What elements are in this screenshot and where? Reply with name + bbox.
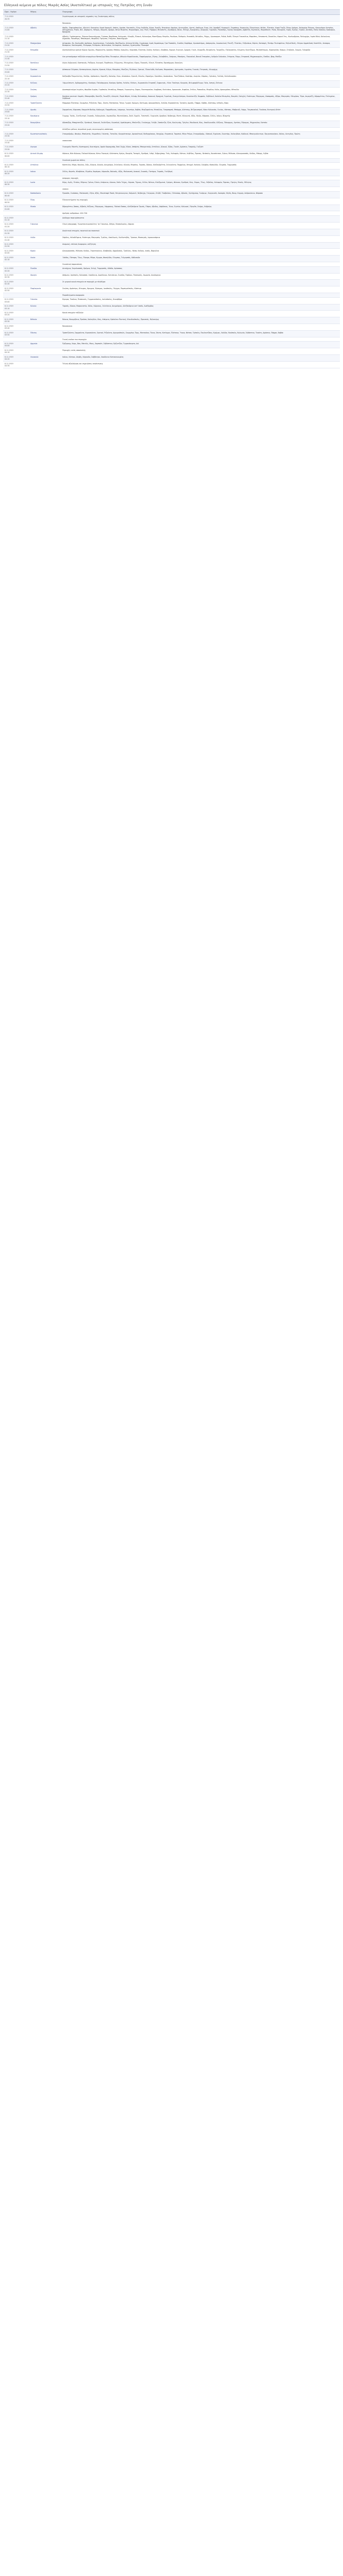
table-row [3,139,340,145]
table-row [3,256,340,262]
table-row [3,26,340,35]
table-row [3,107,340,114]
cell-description: Μαρμάρα Πλατάνα, Σουρμένα, Ριζούντα, Όφις, Σάντα, Ματσούκα, Τόνια, Γιμερά, Κρώμνη, Κοτύωρα, Αργυρούπολη, Χαλδία, Κερασούντα, Τριπολή, Αμισός, Πάφρα, Καβάκ, Αλάτσαμ, Ινέπολη, Κάρς [61,101,340,108]
cell-description: Αδαπαζάρ, Μπαχτσετζίκ, Ορτάκιοϊ, Κοκκινό, Γκιόλτζουκ, Κιουπλού, Αρσλάνμπεη, Μπιλετζίκ, Γιενίσεχιρ, Γκέιβε, Σαπάντζα, Ιζνίκ, Κουλεγιάμ, Τρίγλια, Μουδανιά, Κίος, Απολλωνιάδα, Κύζικος, Πάνορμος, Αρτάκη, Πέραμος, Μηχανιώνα, Κατσίκι [61,121,340,127]
cell-description: Κύμη, Αιγές, Πιτάνη, Μύρινα, Γρύνιο, Ελαία, Ατάρνεια, Δίκαιοι, Νεόν Τείχος, Λάρισα, Τήμνος, Κίλλα, Νότιον, Κλαζομεναί, Σμύρνη, Φώκαια, Ερυθραί, Χίος, Σάμος, Τέως, Λέβεδος, Κολοφών, Έφεσος, Πριήνη, Μυούς, Μίλητος [61,180,340,187]
cell-time: 8.11.1919 03.30 [3,317,29,324]
cell-place: Βιθυνία [29,317,61,324]
cell-time: 8.11.1919 04.30 [3,362,29,368]
table-row [3,235,340,242]
cell-time: 8.11.1919 01.00 [3,205,29,211]
table-row [3,132,340,139]
cell-description: Συνολικά χωριά και πόλεις [61,158,340,163]
cell-time: 8.11.1919 02.50 [3,286,29,293]
cell-description: Σύλλη, Φερτέκ, Φλαβιάνα, Ελμάλα, Καράμαν, Λάρανδα, Βαλισός, Αξός, Μαλακοπή, Ανακού, Σινασός, Ποτάμια, Ταρσός, Γκελβερή [61,170,340,176]
table-row [3,304,340,311]
table-row [3,41,340,48]
cell-description: Γκιουμούς Μαντέν, Κασταμονή, Κιουτάχεια, Αφιόν Καραχισάρ, Εσκί Σεχίρ, Κόνια, Ισπάρτα, Μπουρντούρ, Αττάλεια, Αλαγιά, Σίβας, Τοκάτ, Αμάσεια, Τσορούμ, Γιοζγάτ [61,145,340,151]
cell-description: Τελική αξιολόγηση και σημειώσεις συνάντησης [61,362,340,368]
cell-time: 7.11.1919 21.00 [3,26,29,35]
cell-place: Προύσα [29,67,61,74]
column-header-time: Ώρα - Ημέρα [3,10,29,14]
table-row [3,348,340,355]
cell-description: Απάμεια, Ιεράπολη, Κολοσσαί, Λαοδίκεια, Δορύλαιον, Κοτυάειον, Συνάδα, Γόρδιον, Πεσσινούς, Ακμονία, Αυκόκρηνα [61,273,340,280]
table-row [3,191,340,198]
cell-time [3,21,29,26]
table-row [3,67,340,74]
table-row [3,222,340,229]
table-row [3,151,340,158]
cell-time [3,293,29,298]
cell-time: 8.11.1919 00.00 [3,151,29,158]
cell-description: Πλεονεκτήματα της περιοχής [61,198,340,205]
cell-place [29,362,61,368]
table-row [3,14,340,21]
cell-description: Διάδοχοι παρευρίσκονται [61,216,340,223]
cell-time: 8.11.1919 00.20 [3,170,29,176]
table-row [3,145,340,151]
table-row [3,311,340,317]
cell-place: Φρυγία [29,273,61,280]
cell-place [29,158,61,163]
cell-place: Πόντος [29,331,61,337]
table-row [3,180,340,187]
cell-time: 8.11.1919 01.20 [3,222,29,229]
cell-place [29,127,61,132]
cell-description: Ξάμωνλπενετ, Αρδαμαχιάτης, Κανάρια, Παλιόσμυρνα, Κοκάρα, Κρύπα, Λελάλα, Θλάνες, Χωροσκάλα Στορπαζ, Σηφοιεγάς, Λίλευ Τσούτρα, Κουρνάς, Βελωφαρδέλυμα, Γάλα, Αστρή, Ζλένικα [61,81,340,88]
cell-place: Καισάρεια [29,114,61,121]
cell-description: Αναμονή, επίλυση διαφορών, συζήτηση [61,242,340,249]
cell-description: Αϊβαλή, Γερόστρατος, Πάρικα Κοκκινόχωρα, Γλώσσα, Βαρδάσια, Καλυμνάς, Κλουβή, Πλακιά, Κολονώρα, Μαντζάρης Μεγάλο, Ρουλάνα, Πυθαρία, Θιεσσάδι, Βελιάδες, Ράχης, Χρυσοκρατ, Ροδιά, Βαθύ, Πλαγιά Τσουκάλια, Μαριόπες, Ντασαντά, Ζακούλια, Καρυά Στις, Κουλουβρίνα, Παλιοχώρι, Λιμάν Βόιά, Κολοιώνια, Αγρούσα, Παναθυρή, Μπασαρούι, Φαραδιά, Πρίγκιπο, Στάχταα, Βασιλόχωρα [61,35,340,41]
cell-time: 8.11.1919 02.30 [3,273,29,280]
cell-place: Νατάλεια [29,61,61,67]
cell-time: 8.11.1919 04.00 [3,342,29,348]
cell-time: 7.11.1919 21.30 [3,48,29,55]
cell-place: Πισιδία [29,266,61,273]
cell-time: 8.11.1919 00.10 [3,163,29,170]
cell-time: 8.11.1919 01.30 [3,229,29,235]
cell-place [29,229,61,235]
cell-place: Σινώπη [29,88,61,94]
cell-place [29,187,61,192]
cell-place [29,242,61,249]
cell-description: Κάστελλο, Μύρα, Φοινίκη, Σίδη, Αλάγια, Αλανία, Ανεμούριο, Σελεύκεια, Κιλικία, Μερσίνη, Ταρσός, Άδανα, Αλεξανδρέττα, Σελινούντα, Πάμφυλος, Ντεμρέ, Καλκάν, Σούρβια, Φασηλίδα, Ολυμπία, Τερμησσός [61,163,340,170]
cell-description: Σινώπη, Αμάστρις, Κίτωρος, Κρωμνα, Σήσαμος, Ιωνόπολις, Γάγγρα, Πομπηιούπολις, Κάστωρ [61,286,340,293]
table-row [3,88,340,94]
cell-place: Λυδία [29,235,61,242]
cell-time: 8.11.1919 01.50 [3,242,29,249]
cell-description: Ναιαιαιαιι [61,21,340,26]
table-row [3,54,340,61]
table-row [3,61,340,67]
cell-description: Σε μερικά κοινά στοιχεία σε περιοχές με πληθώρα [61,280,340,286]
cell-time: 7.11.1919 22.50 [3,101,29,108]
cell-description: ναιαιαι [61,187,340,192]
cell-place: Αρμενία [29,342,61,348]
cell-time: 8.11.1919 00.30 [3,180,29,187]
cell-description: Αγίου Ανδριανού, Καστανιάς, Ραζάρια, Λυγερού, Παρθενίου, Ελύμωτος, Μενημένου, Κίρκη, Πανανές, Κλεισί, Πλεσάτα, Βρυσόχωρα, Κοκκώνη [61,61,340,67]
cell-description: Ολική απογραφή, 'Κωνσταντινουπολίτες' σε Γιάννενα, Αθήνα, Θεσσαλονίκη, Λάρισα [61,222,340,229]
cell-time [3,211,29,216]
table-row [3,317,340,324]
table-body [3,14,340,368]
cell-place [29,35,61,41]
table-row [3,229,340,235]
cell-place: Μυσία [29,205,61,211]
table-header [3,10,340,14]
cell-description: Δελφινάκι, Βυ, Κουλουβά, Δρέπανο, Αγρελαιώνας, Γιαλούρδα, Βουζόμυλο, Αλώνια Κελίδα, Λημάναρα, Ιερός Κομπάσιμα, Γρα Πασσάλη, Σινάδες Καρδάμα, Χρυσοστόμος, Ασπραγώνι, Ανωπουλικό, Ραντζί, Πλατάνι, Ολβινάκια, Κόρτα, Κατσαρή, Ποτάμι Πενταφύτου, Μηλιά Βολή, Λέτρου Αρμπεδισά, Καστέλλι, Αεσαρια, Βεσαρίων, Κουλουμπάς, Ελιάμαρο, Ευλάμπιο, Φιλοτηπίνα, Χειλαρίνια, Ακούνια, Σχιστηνίδα, Πλακαρά [61,41,340,48]
table-row [3,242,340,249]
cell-description: ένα μετακόμισμα ταξιδιών κεκριμένων Ναταιζωρ Νέας Πειναρίων, Αθηνών Κεφαλλονιάς, Παφαλμαρίων, Ζήσης, Σκλαβάδες, Σκάμνος, Μακάρες, Παγκαλού, Βουνό Σταυράκη, Ανδρών Σολονίου, Στάμνια, Πάμω, Στεφαναϊ, Μηχανουργίες, Εισίδια, Ιβορ, Μούζιο [61,54,340,61]
table-row [3,297,340,304]
cell-place [29,348,61,355]
cell-time: 7.11.1919 22.30 [3,88,29,94]
page-heading: Ελληνικά κείμενα με πόλεις Μικράς Ασίας (Ανατολίτικα) με ιστορικές της Πατρίδος στη Συνάν [3,3,340,10]
cell-description: Έρζερουμ, Καρς, Βαν, Μπιτλίς, Μους, Χαρπούτ, Σεβάστεια, Ερζιντζάν, Τιγρανόκερτα, Ανί [61,342,340,348]
table-row [3,331,340,337]
table-row [3,324,340,331]
table-row [3,266,340,273]
cell-place [29,293,61,298]
cell-time [3,176,29,180]
cell-place: Δυτικό Αλιμάμ [29,151,61,158]
cell-description: Προκόπι, Σινάσσος, Μαλακοπή, Ζήλα, Αξός, Μουσταφά Πασά, Ντερίνκουγιου, Καϊμακλί, Νεβσεχίρ, Γκέμεροκ, Ζελβέ, Τσαβούσιν, Ούτσισαρ, Αβανός, Ορτάχισαρ, Γκιόρεμε, Ουργκιούπ, Ακσαράι, Νίγδη, Βουρ, Κερμίρ, Ανδρονίκειο, Φάρασα [61,191,340,198]
cell-description: Καζανόβα Ρουμελιώτης, Καλέρι, Αρδακάιεν, Καριάζη, Καλούρι, Άτρι, Αλοπιάκια, Ερεκίδ, Οϊκαλα, Ζαρούχια, Ερεσέπια, Ακσανάκου, Τανεζιδάκια, Καστάρι, Διαγώνι, Κάμπος, Ορλιάνη, Γαλλάη, Καλιπλουράνι [61,74,340,81]
cell-place [29,176,61,180]
cell-time: 8.11.1919 03.20 [3,311,29,317]
table-row [3,337,340,342]
cell-description: Αριθμός ανθρώπων: 420.700 [61,211,340,216]
cell-time: 8.11.1919 03.40 [3,324,29,331]
table-row [3,249,340,256]
cell-description: Συγκέντρωση σε ιστορικές σημασίες της Συνάντησης πόλεις [61,14,340,21]
table-row [3,280,340,286]
column-header-description: Περιγραφή [61,10,340,14]
cell-description: Περιοχές εντός αποστολής [61,348,340,355]
cell-description: Διάφορες περιοχές [61,176,340,180]
table-row [3,198,340,205]
cell-description: Ταρσός, Άδανα, Μοψουεστία, Σόλοι, Κώρυκος, Σελεύκεια, Ανεμούριον, Αλεξάνδρεια κατ' Ισσόν, Ανάζαρβος [61,304,340,311]
cell-description: Ανατολικόλγια ορεινά Κώρια: Άμυλος, Μορουγέτα, Αρασιά, Μπόσιο, Κρεμύλις, Καρυάσα, Ελιάτσα, Σκάλα, Κολόνιε, Αλαβάκη, Κορωπ, Ευγενού, Σμαρού, Γυαλί, Αλορνίζα, Βενρόλιτα, Τουραζίνι, Παλαιοσιέκη, Κλίματα, Κιοντζήμια, Μυλοπόταμος, Καραγούσα, Νιάμια, Σταδιάλι, Σουμία, Γαλαρίδα [61,48,340,55]
cell-place: Καρία [29,249,61,256]
cell-time: 8.11.1919 00.40 [3,191,29,198]
cell-place: Αϊβαλή [29,26,61,35]
cell-description: Αντιόχεια, Σαγαλασσός, Κρέμνα, Σελγή, Τερμησσός, Αδάδα, Αρίασσος [61,266,340,273]
table-row [3,163,340,170]
table-row [3,170,340,176]
cell-place: Κερασούντα [29,74,61,81]
cell-place [29,139,61,145]
table-row [3,94,340,101]
cell-description: Κοινά στοιχεία ταξιδιών [61,311,340,317]
cell-place: Καππαδοκία [29,191,61,198]
cell-time: 7.11.1919 23.50 [3,145,29,151]
cell-time: 8.11.1919 02.20 [3,266,29,273]
table-row [3,211,340,216]
cell-place: Λυκία [29,256,61,262]
table-row [3,21,340,26]
cell-place [29,311,61,317]
cell-place: Παφλαγονία [29,286,61,293]
cell-place: Κιλικία [29,304,61,311]
cell-place: Κυζικος [29,81,61,88]
table-row [3,158,340,163]
cell-description: Σταυροδρόμι, Φανάρι, Μπαλατάς, Ψωμαθειά, Γαλατάς, Ταταύλα, Κουρούτσεσμε, Αρναούτκιοϊ, Βαθυρρύακας, Νεοχώρι, Θεραπειά, Ταραπιά, Μέγα Ρεύμα, Σταυροδρόμι, Χάσκιοϊ, Εγρίκαπι, Σκουτάρι, Χαλκηδόνα, Καδίκιοϊ, Μπουγιούκντερε, Πριγκιποννήσια, Χάλκη, Αντιγόνη, Πρώτη [61,132,340,139]
schedule-table [3,10,340,368]
cell-place: Τραπεζούντα [29,101,61,108]
cell-time: 7.11.1919 22.20 [3,81,29,88]
cell-description: Ναιαιαιαιαι [61,324,340,331]
table-row [3,81,340,88]
table-row [3,114,340,121]
cell-time [3,262,29,267]
cell-description: Γερμηρ, Ταλάς, Ζιντζιντερέ, Σινασός, Ενδουρλούκ, Ακμπουζάρ, Μουταλάσκη, Ζαλέ, Ερμέλι, Τσεστσέλ, Ουργιούπ, Αραβανί, Νεβσεχίρ, Μιστί, Φλογητά, Αξός, Νίγδη, Φάρασα, Σύλλη, Ικόνιο, Βλαχτέρ [61,114,340,121]
table-row [3,342,340,348]
cell-place [29,324,61,331]
cell-time: 8.11.1919 00.50 [3,198,29,205]
column-header-place: Μέρος [29,10,61,14]
cell-time: 7.11.1919 22.40 [3,94,29,101]
cell-description: Ξάνθος, Πάταρα, Τλως, Πίναρα, Μύρα, Λίμυρα, Φασηλίδα, Ολυμπος, Τελμησσός, Κάδυανδα [61,256,340,262]
cell-time: 8.11.1919 04.20 [3,355,29,362]
cell-place: Ιωνία [29,180,61,187]
table-row [3,187,340,192]
cell-place: Μοσχονήσια [29,41,61,48]
cell-place: Σμύρνη [29,94,61,101]
cell-time: 8.11.1919 02.00 [3,249,29,256]
cell-description: Άδραμύττιο, Άσσος, Αϊβαλή, Κύζικος, Πέργαμος, Λάμψακος, Παλαιά Άσσος, Αλεξάνδρεια Τρωάς, Πάριο, Αβυδος, Δάρδανος, Ίλιον, Σιγείον, Κολωναί, Γέργιθα, Σκήψις, Κεβρήνη [61,205,340,211]
cell-description: Αλικαρνασσός, Μύλασα, Κνίδος, Στρατονίκεια, Αλάβανδα, Αφροδισιάς, Τράλλεις, Νύσα, Καύνος, Ιασός, Βαργύλια [61,249,340,256]
cell-description: Άγκυρα, Ταούιον, Πεσσινούς, Γερμανικόπολις, Ιουλιόπολις, Κινναβόρα [61,297,340,304]
cell-place: Αττάλεια [29,163,61,170]
table-row [3,362,340,368]
cell-place [29,216,61,223]
cell-time: 8.11.1919 01.10 [3,216,29,223]
table-row [3,74,340,81]
cell-time: 8.11.1919 03.50 [3,331,29,337]
table-row [3,205,340,211]
cell-time: 8.11.1919 01.40 [3,235,29,242]
cell-time [3,127,29,132]
cell-time: 7.11.1919 22.00 [3,67,29,74]
table-row [3,127,340,132]
cell-description: Διασπορά σώμα λεγμένη, Φαρδόα Λωρίσι, Γερόπολα, Ντιπόλυμ, Μπαριά, Στρουγίτης Σάρου, Παντοκρούσε, Καρβασή, Βελελάκα, Αρκανικάε, Κεφάλια, Στέλια, Ρασικόλιο, Μερόλια, Κάλα, Αρκουμόσια, Μέταλλο [61,88,340,94]
cell-description: Φώκαια, Νέα Φώκαια, Παλαιά Φώκαια, Κάτω Παναγιά, Αλάτσατα, Κρήνη, Βουρλά, Τσεσμές, Ερυθραί, Λιθρί, Σεβρεχίσαρ, Τεός, Κολοφών, Νότιον, Λεβέδος, Έφεσος, Νεάπολη, Κουσάντασι, Σώκια, Μύλασα, Αλικαρνασσός, Κνίδος, Μάκρη, Λιβίσι [61,151,340,158]
cell-place: Νταμάδα [29,48,61,55]
cell-time: 8.11.1919 04.10 [3,348,29,355]
cell-time [3,158,29,163]
cell-place: Αγκυρα [29,145,61,151]
page [0,0,343,371]
cell-time: 8.11.1919 03.10 [3,304,29,311]
cell-description: Φεύδη, Ζαφειρόπουλος, Αδειλεύ, Κατερίνα, Καρά Χαραμλί, Απάτη, Αρνάσι, Κουτσάλη, Ολυμ Λειβάδα, Χώρα, Άνοιξη, Ντογάνος Ασμάρη, Δευτερίδας, Αρετή, Απόλυμα, Ευαν, Λιά, Αρισβαζ, Καραμηλί, Ζαμπάκιμ, Καραγιώρ, Πλαγιάνικα, Φιλόκι, Πλατάνι, Καρά Τερζή, Πάνω Δρόμος, Καλαμάρι Πάτρος, Κοκκινόρου Αντρέας, Αϊζεμμάνικα, Ρηάδι, Φιλ. Αδράμυτι, Πάτμος, Βουρλά, Αρισμα, Βελώ Μερίστα, Μικρολόφος, Αγγ. Ρουζ, Ρυφαρισ, Μελοπιέτς, Αγνάδρηα, Φιλοί, Πέλεχη, Κιουρλόλω, Αλοργήδ, Γιαρλούκ, Ρουσσέρη, Λονίας Κοκαράπι, Αρβατζή, Κυρτούλη, Μαραθούντ, Ρυσώ, Φιλιαρίδι, Γαρδι, Ειρήνη, Γερδιά, Αλεπίδη, Πάλα Λίσαδια, Κασκάρια, Βραχώπα [61,26,340,35]
cell-description: ναιαιαιαιαι [61,139,340,145]
cell-time: 7.11.1919 23.10 [3,114,29,121]
cell-description: Τραπεζούντα, Σαμψούντα, Κερασούντα, Ορντού, Ριζούντα, Αργυρούπολη, Σουρμένα, Όφις, Ματσούκα, Τόνια, Σάντα, Κοτύωρα, Πλάτανα, Ύνοια, Φάτσα, Τρίπολη, Πουλαντζάκη, Κρώμνη, Χαλδία, Νικόπολη, Κολωνία, Σεβάστεια, Τοκάτη, Αμάσεια, Πάφρα, Καβάκ [61,331,340,337]
cell-description: Δέσποινα Ολύμπου, Κατσαγιάνικα, Ακρίτα, Κρανιά, Κλίμα, Μακράκη, Μουζίκη, Πηλάκια, Ορεινοί, Πλανελαΐα, Κοίλωπα, Μαροκάσες, Αρτεμισία, Λιμνάτα, Γκιονάι, Πετραιάς, Αλιορίχης [61,67,340,74]
cell-place [29,211,61,216]
table-row [3,176,340,180]
cell-place [29,262,61,267]
cell-description: Ικόνιο, Λύστρα, Δέρβη, Λάρανδα, Σαββατρα, Λαοδίκεια Κατακεκαυμένη [61,355,340,362]
cell-time: 7.11.1919 22.10 [3,74,29,81]
cell-time: 7.11.1919 21.40 [3,54,29,61]
cell-description: Γενική εικόνα των περιοχών [61,337,340,342]
cell-time: 7.11.1919 21.20 [3,41,29,48]
cell-description: Συνοπτική παρουσίαση [61,262,340,267]
cell-time: 7.11.1919 23.40 [3,139,29,145]
cell-description: Σαμψούντα, Κάρυσσα, Ναιμικέπ Βαλάρ, Καδουχιά, Παρράθωνας, Ινάμουρι, Λεοντάρι, Καβάκ, Μερζιφούντα, Μεσάλλια, Τσαρσαμπά, Μπάφρα, Αλάτσαμ, Βεζίρκιοπρού, Κάκα Καλαυσία, Ουνίας, Φάτσας, Μαβρινίδ, Λάρμι, Τσιμπουκλού, Ταούσια, Κεντρική Αϊτάτ [61,107,340,114]
table-row [3,286,340,293]
cell-time [3,187,29,192]
cell-description: Αναλυτικά στοιχεία, ποιοτικά και ποσοτικά [61,229,340,235]
table-row [3,293,340,298]
cell-place: Λυκαονία [29,355,61,362]
table-row [3,216,340,223]
cell-time: 7.11.1919 23.00 [3,107,29,114]
table-row [3,355,340,362]
table-row [3,273,340,280]
cell-time: 8.11.1919 02.10 [3,256,29,262]
cell-description: Σάρδεις, Φιλαδέλφεια, Θυάτειρα, Μαγνησία, Τμώλος, Απολλωνίς, Καλλατεβός, Ύρκανα, Μοσκηνός, Ιεροκαισάρεια [61,235,340,242]
cell-place [29,337,61,342]
table-row [3,101,340,108]
cell-place: Αμισός [29,107,61,114]
cell-time: 8.11.1919 03.00 [3,297,29,304]
cell-time: 7.11.1919 23.20 [3,121,29,127]
cell-place [29,54,61,61]
table-row [3,121,340,127]
cell-time: 7.11.1919 21.50 [3,61,29,67]
cell-time: 7.11.1919 20.35 [3,14,29,21]
cell-place [29,21,61,26]
cell-time: 8.11.1919 02.40 [3,280,29,286]
cell-description: Νίκαια, Νικομήδεια, Προύσα, Χαλκηδών, Κίος, Απάμεια, Ηράκλεια Ποντική, Κλαυδιούπολις, Προυσιάς, Βηλοκώμη [61,317,340,324]
table-row [3,35,340,41]
table-row [3,48,340,55]
cell-place: Γιάννενα [29,222,61,229]
cell-time [3,337,29,342]
table-row [3,262,340,267]
cell-time: 7.11.1919 23.30 [3,132,29,139]
cell-place: Νικομήδεια [29,121,61,127]
cell-place [29,14,61,21]
header-row [3,10,340,14]
cell-time: 7.11.1919 21.10 [3,35,29,41]
cell-place [29,280,61,286]
cell-description: Αλλάζουν ρόλους περιοδικά χωρίς συγκεκριμένη απόσταση [61,127,340,132]
cell-description: Παραδείγματα αναφορών [61,293,340,298]
cell-place: Ικόνιο [29,170,61,176]
cell-place: Πίσω [29,198,61,205]
cell-place: Κωνσταντινούπολη [29,132,61,139]
cell-description: Κονάκια κοντινά: Χαμάλι, Μπουρνόβα, Βουτζά, Γκιουζέλ, Αλαγιάτ, Παρά Φόρτε, Χιλιάρ, Βελισσάρη, Κοσκινά, Βραχνιά, Γερολιάς, Ευαγγελίστρια, Κουκλουτζά, Νυμφαίο, Σεβδίκιοϊ, Κούκλα Μενεμένη, Βουρλά, Σαλιχλή, Θυάτειρα, Πέργαμος, Κασαμπάς, Αξάρι, Μαγνησία, Οδεμήσιο, Τύρα, Δεμερτζή, Αδραμύττιο, Πελεγρίνα, Σεβδίκιοϊ [61,94,340,101]
cell-place: Γαλατία [29,297,61,304]
